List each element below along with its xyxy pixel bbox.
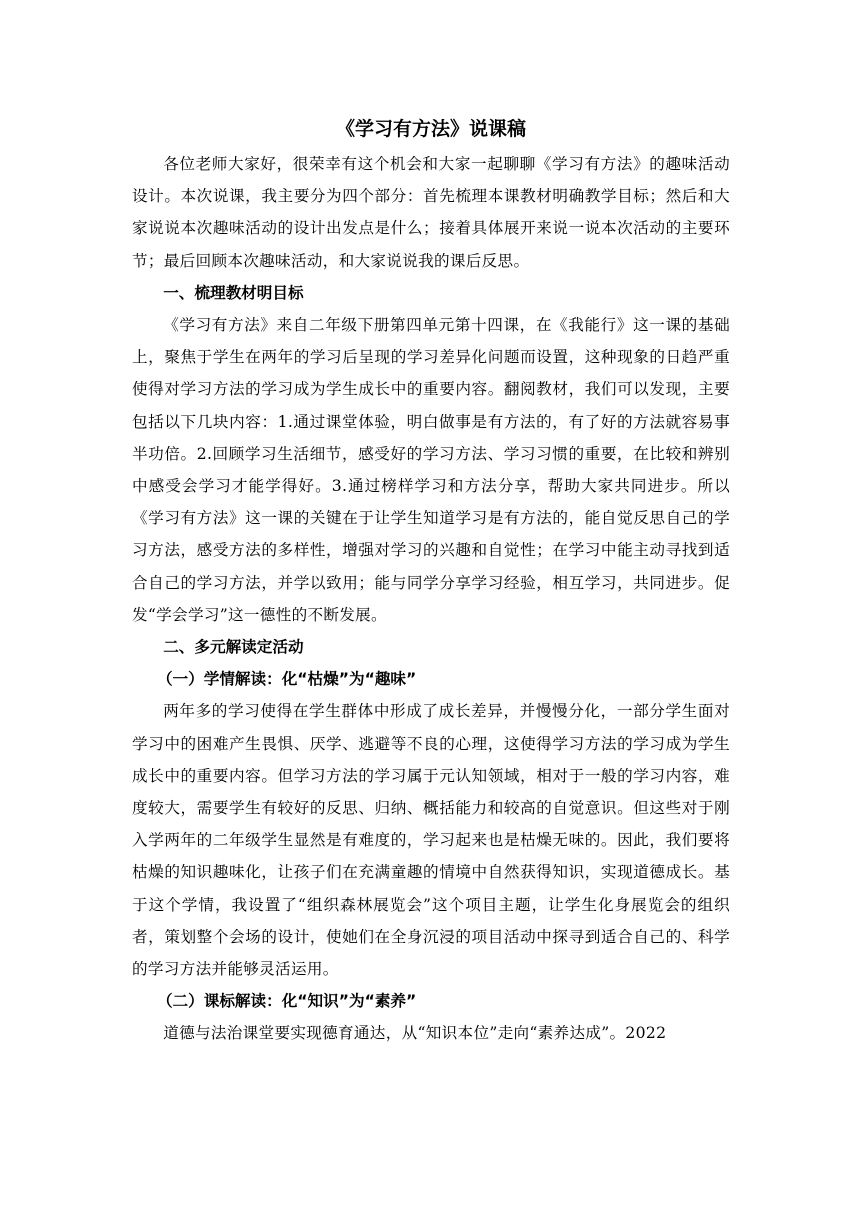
intro-paragraph: 各位老师大家好，很荣幸有这个机会和大家一起聊聊《学习有方法》的趣味活动设计。本次说课，我主要分为四个部分：首先梳理本课教材明确教学目标；然后和大家说说本次趣味活动的设计出发点是什么；接着具体展开来说一说本次活动的主要环节；最后回顾本次趣味活动，和大家说说我的课后反思。	[132, 155, 730, 270]
section-1-paragraph: 《学习有方法》来自二年级下册第四单元第十四课，在《我能行》这一课的基础上，聚焦于学生在两年的学习后呈现的学习差异化问题而设置，这种现象的日趋严重使得对学习方法的学习成为学生成长中的重要内容。翻阅教材，我们可以发现，主要包括以下几块内容：1.通过课堂体验，明白做事是有方法的，有了好的方法就容易事半功倍。2.回顾学习生活细节，感受好的学习方法、学习习惯的重要，在比较和辨别中感受会学习才能学得好。3.通过榜样学习和方法分享，帮助大家共同进步。所以《学习有方法》这一课的关键在于让学生知道学习是有方法的，能自觉反思自己的学习方法，感受方法的多样性，增强对学习的兴趣和自觉性；在学习中能主动寻找到适合自己的学习方法，并学以致用；能与同学分享学习经验，相互学习，共同进步。促发“学会学习”这一德性的不断发展。	[132, 316, 730, 624]
document-title: 《学习有方法》说课稿	[335, 118, 526, 140]
section-2-1-paragraph: 两年多的学习使得在学生群体中形成了成长差异，并慢慢分化，一部分学生面对学习中的困难产生畏惧、厌学、逃避等不良的心理，这使得学习方法的学习成为学生成长中的重要内容。但学习方法的学习属于元认知领域，相对于一般的学习内容，难度较大，需要学生有较好的反思、归纳、概括能力和较高的自觉意识。但这些对于刚入学两年的二年级学生显然是有难度的，学习起来也是枯燥无味的。因此，我们要将枯燥的知识趣味化，让孩子们在充满童趣的情境中自然获得知识，实现道德成长。基于这个学情，我设置了“组织森林展览会”这个项目主题，让学生化身展览会的组织者，策划整个会场的设计，使她们在全身沉浸的项目活动中探寻到适合自己的、科学的学习方法并能够灵活运用。	[132, 702, 730, 979]
section-2-2-paragraph: 道德与法治课堂要实现德育通达，从“知识本位”走向“素养达成”。2022	[163, 1024, 667, 1043]
section-2-2-heading: （二）课标解读：化“知识”为“素养”	[156, 992, 417, 1011]
section-2-heading: 二、多元解读定活动	[163, 638, 304, 657]
document-page	[132, 112, 730, 1050]
section-1-heading: 一、梳理教材明目标	[163, 283, 304, 302]
section-2-1-heading: （一）学情解读：化“枯燥”为“趣味”	[156, 670, 417, 689]
